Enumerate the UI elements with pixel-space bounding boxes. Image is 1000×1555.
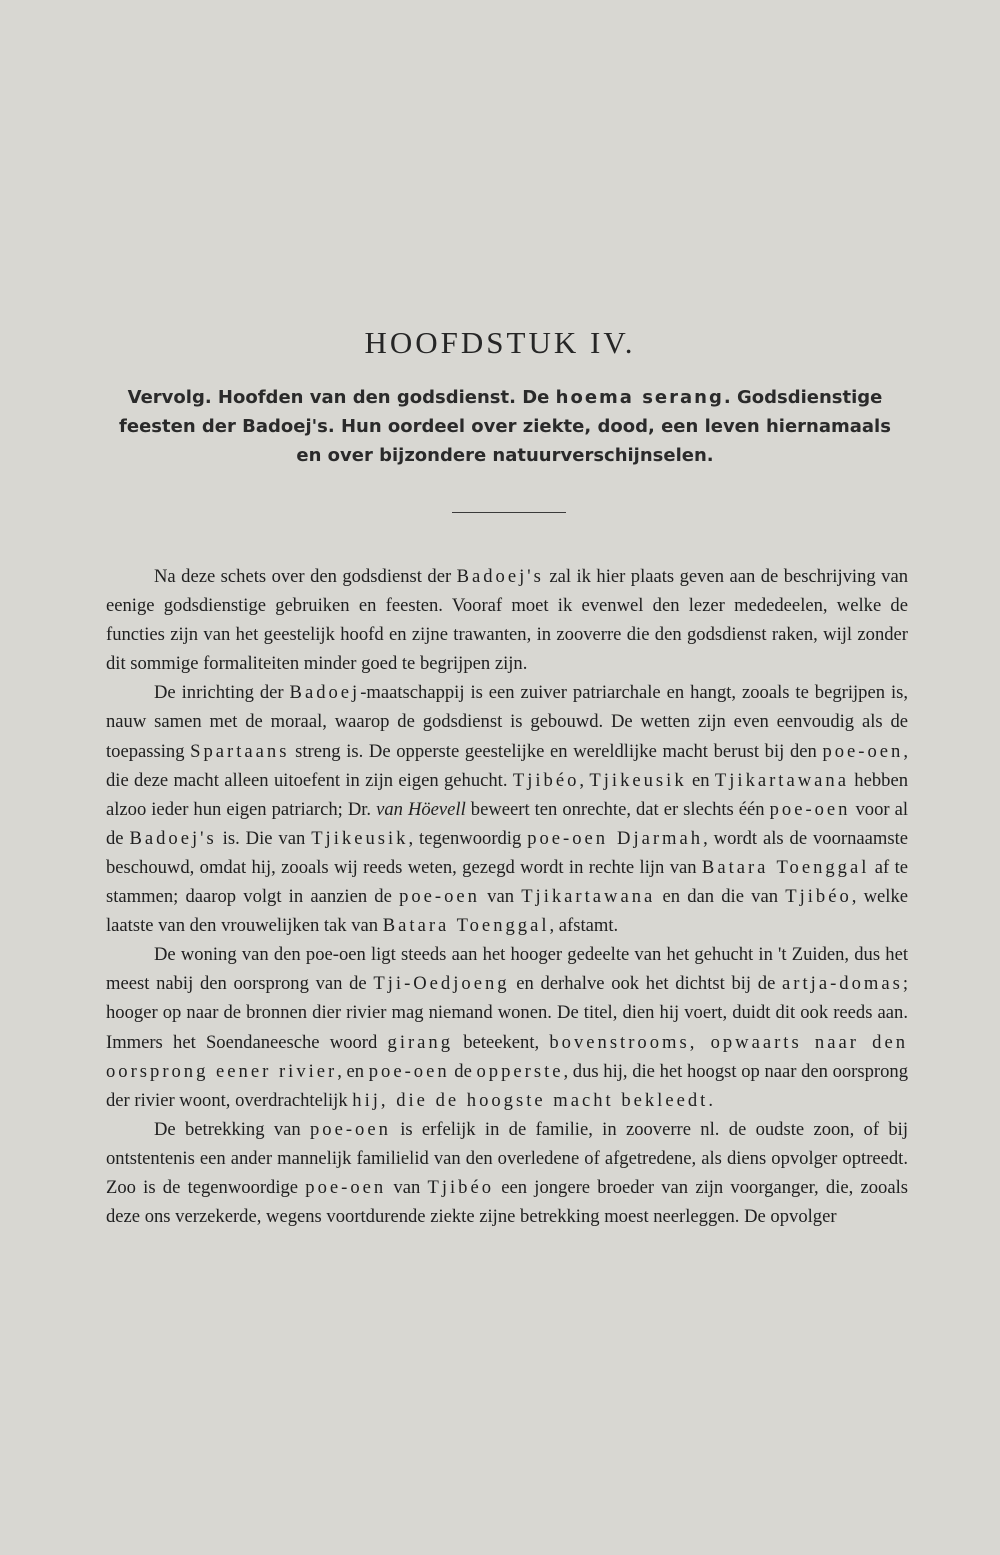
spaced-term: Badoej	[289, 682, 361, 704]
spaced-term: poe-oen	[822, 740, 904, 762]
spaced-term: Badoej's	[129, 827, 217, 849]
text-run: zal ik hier plaats geven aan de beschrijving van eenige godsdienstige gebruiken en feesten. Vooraf moet ik evenwel den lezer mededeelen, welke de functies zijn van het geestelijk hoofd en zijne trawanten, in zooverre die den godsdienst raken, wijl zonder dit sommige formaliteiten minder goed te begrijpen zijn.	[106, 566, 908, 675]
text-run: is erfelijk in de familie, in zooverre nl. de oudste zoon, of bij ontstentenis een ander mannelijk familielid van den overledene of afgetredene, als diens opvolger optreedt. Zoo is de tegenwoordige	[106, 1118, 908, 1198]
text-run: .	[708, 1089, 713, 1111]
summary-text-2: . Godsdienstige feesten der Badoej's. Hun oordeel over ziekte, dood, een leven hiernamaals en over bijzondere natuurverschijnselen.	[119, 387, 891, 466]
text-run: , die deze macht alleen uitoefent in zijn eigen gehucht.	[106, 740, 908, 791]
spaced-term: Tjikeusik	[589, 769, 687, 791]
text-run: beweert ten onrechte, dat er slechts één	[465, 798, 770, 820]
text-run: , tegenwoordig	[408, 827, 528, 849]
chapter-title: HOOFDSTUK IV.	[364, 325, 636, 360]
spaced-term: Badoej's	[456, 566, 544, 587]
text-run: en dan die van	[655, 886, 786, 908]
summary-text-1: Vervolg. Hoofden van den godsdienst. De	[127, 387, 556, 408]
spaced-term: Spartaans	[190, 740, 290, 762]
text-run: de	[449, 1060, 477, 1082]
text-run: -maatschappij is een zuiver patriarchale en hangt, zooals te begrijpen is, nauw samen met de moraal, waarop de godsdienst is gebouwd. De wetten zijn even eenvoudig als de toepassing	[106, 682, 908, 762]
text-run: ,	[579, 769, 590, 791]
spaced-term: poe-oen	[769, 798, 851, 820]
text-run: beteekent,	[453, 1031, 550, 1053]
text-run: voor al de	[106, 798, 908, 849]
spaced-term: opperste	[476, 1060, 564, 1082]
paragraph-3	[106, 940, 908, 1115]
spaced-term: poe-oen	[305, 1176, 387, 1198]
spaced-term: Tjikeusik	[311, 827, 409, 849]
text-run: streng is. De opperste geestelijke en wereldlijke macht berust bij den	[289, 740, 823, 762]
text-run: , welke laatste van den vrouwelijken tak van	[106, 886, 909, 937]
spaced-term: Tjikartawana	[714, 769, 849, 791]
spaced-term: Batara Toenggal	[382, 915, 550, 937]
paragraph-1	[106, 562, 908, 678]
spaced-term: poe-oen	[309, 1118, 391, 1140]
text-run: en	[686, 769, 715, 791]
spaced-term: Tjibéo	[785, 886, 852, 908]
text-run: een jongere broeder van zijn voorganger, die, zooals deze ons verzekerde, wegens voortdurende ziekte zijne betrekking moest neerleggen. De opvolger	[106, 1176, 908, 1228]
text-run: hebben alzoo ieder hun eigen patriarch; Dr.	[106, 769, 909, 820]
text-run: en derhalve ook het dichtst bij de	[509, 973, 783, 995]
spaced-term: Tji-Oedjoeng	[373, 973, 510, 995]
chapter-summary	[110, 383, 900, 470]
text-run: , dus hij, die het hoogst op naar den oorsprong der rivier woont, overdrachtelijk	[106, 1060, 908, 1111]
paragraph-4	[106, 1115, 908, 1231]
text-run: , afstamt.	[549, 915, 619, 937]
text-run: , en	[337, 1060, 369, 1082]
body-text	[106, 562, 908, 1231]
text-run: De betrekking van	[154, 1118, 310, 1140]
spaced-term: hij, die de hoogste macht bekleedt	[352, 1089, 709, 1111]
text-run: , wordt als de voornaamste beschouwd, omdat hij, zooals wij reeds weten, gezegd wordt in rechte lijn van	[106, 827, 909, 878]
paragraph-2	[106, 678, 908, 940]
section-divider	[452, 512, 566, 513]
spaced-term: poe-oen Djarmah	[527, 827, 704, 849]
spaced-term: poe-oen	[368, 1060, 450, 1082]
spaced-term: bovenstrooms, opwaarts naar den oorsprong eener rivier	[106, 1031, 908, 1082]
text-run: Na deze schets over den godsdienst der	[154, 566, 457, 587]
text-run: van	[386, 1176, 428, 1198]
spaced-term: artja-domas	[782, 973, 903, 995]
spaced-term: Batara Toenggal	[701, 856, 870, 878]
spaced-term: girang	[387, 1031, 454, 1053]
text-run: af te stammen; daarop volgt in aanzien de	[106, 856, 908, 908]
text-run: van	[479, 886, 522, 908]
spaced-term: Tjibéo	[512, 769, 580, 791]
text-run: De woning van den poe-oen ligt steeds aan het hooger gedeelte van het gehucht in 't Zuiden, dus het meest nabij den oorsprong van de	[106, 944, 908, 995]
spaced-term: Tjibéo	[427, 1176, 495, 1198]
italic-name: van Höevell	[376, 798, 466, 820]
text-run: is. Die van	[216, 827, 312, 849]
summary-spaced-term: hoema serang	[555, 387, 724, 408]
text-run: ; hooger op naar de bronnen dier rivier mag niemand wonen. De titel, dien hij voert, duidt dit ook reeds aan. Immers het Soendaneesche woord	[106, 973, 908, 1053]
spaced-term: Tjikartawana	[521, 886, 656, 908]
text-run: De inrichting der	[154, 682, 290, 704]
spaced-term: poe-oen	[399, 886, 480, 908]
